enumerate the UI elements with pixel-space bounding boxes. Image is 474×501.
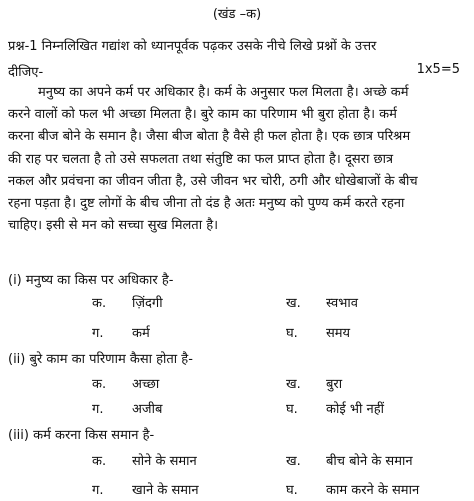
option-text: समय [326,326,351,341]
option-key: घ. [286,483,298,498]
option-text: सोने के समान [132,454,197,469]
section-heading: (खंड –क) [212,7,262,22]
option-text: बुरा [326,377,343,392]
option-key: क. [92,296,107,311]
option-key: ग. [92,483,104,498]
option-2-gha [286,399,384,417]
option-2-ka [92,374,159,392]
option-3-ga [92,480,199,498]
question-instruction-line-2: दीजिए- [8,65,44,80]
option-1-ga [92,323,150,341]
option-key: घ. [286,326,298,341]
passage-line: मनुष्य का अपने कर्म पर अधिकार है। कर्म के अनुसार फल मिलता है। अच्छे कर्म [38,85,409,100]
passage-line: रहना पड़ता है। दुष्ट लोगों के बीच जीना तो दंड है अतः मनुष्य को पुण्य कर्म करते रहना [8,196,405,212]
option-text: खाने के समान [132,483,199,498]
passage-line: चाहिए। इसी से मन को सच्चा सुख मिलता है। [8,218,219,234]
sub-question-1: (i) मनुष्य का किस पर अधिकार है- [8,273,174,288]
option-key: ग. [92,326,104,341]
option-text: कर्म [132,326,150,341]
option-3-gha [286,480,419,498]
option-key: क. [92,377,107,392]
option-key: घ. [286,402,298,417]
passage-line: करने वालों को फल भी अच्छा मिलता है। बुरे काम का परिणाम भी बुरा होता है। कर्म [8,107,397,123]
sub-question-2: (ii) बुरे काम का परिणाम कैसा होता है- [8,352,193,367]
passage [8,82,466,237]
option-text: अजीब [132,402,163,417]
option-2-ga [92,399,162,417]
passage-line: नकल और प्रवंचना का जीवन जीता है, उसे जीवन भर चोरी, ठगी और धोखेबाजों के बीच [8,173,418,189]
option-text: बीच बोने के समान [326,454,413,469]
option-key: ग. [92,402,104,417]
passage-line: करना बीज बोने के समान है। जैसा बीज बोता है वैसे ही फल होता है। एक छात्र परिश्रम [8,129,411,145]
question-instruction-line-1: प्रश्न-1 निम्नलिखित गद्यांश को ध्यानपूर्वक पढ़कर उसके नीचे लिखे प्रश्नों के उत्तर [8,39,377,54]
option-1-gha [286,323,350,341]
option-1-ka [92,293,163,311]
sub-question-3: (iii) कर्म करना किस समान है- [8,428,155,443]
marks-label: 1x5=5 [416,62,460,77]
option-3-ka [92,451,197,469]
option-text: अच्छा [132,377,160,392]
option-text: स्वभाव [326,296,359,311]
option-key: ख. [286,454,301,469]
passage-line: की राह पर चलता है तो उसे सफलता तथा संतुष्टि का फल प्राप्त होता है। दूसरा छात्र [8,151,394,167]
option-text: काम करने के समान [326,483,420,498]
option-text: ज़िंदगी [132,296,163,311]
option-key: ख. [286,377,301,392]
option-key: क. [92,454,107,469]
option-2-kha [286,374,342,392]
option-text: कोई भी नहीं [326,402,384,417]
option-key: ख. [286,296,301,311]
option-1-kha [286,293,358,311]
option-3-kha [286,451,413,469]
